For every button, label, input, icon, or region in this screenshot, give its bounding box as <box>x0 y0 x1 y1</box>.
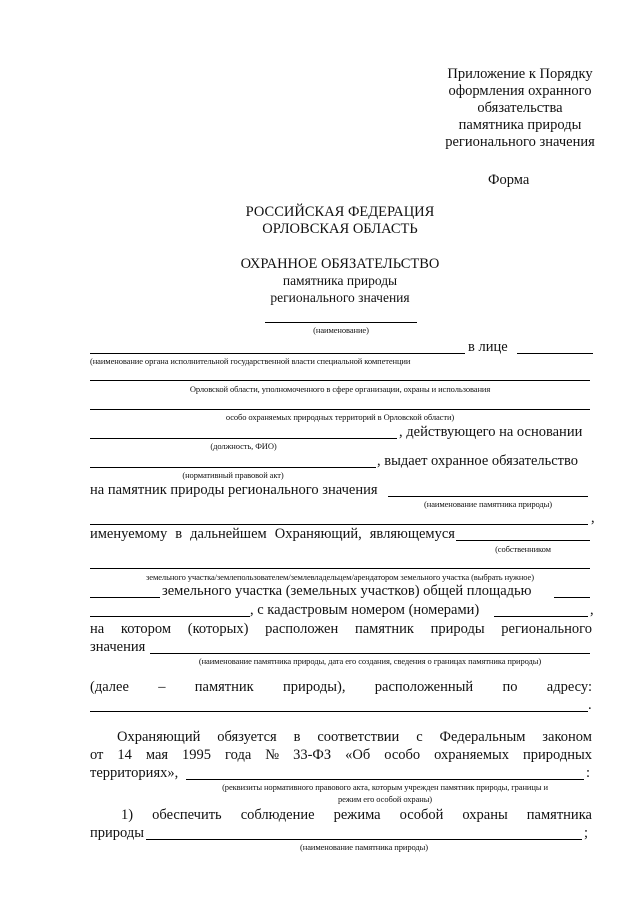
legal-act-caption: (нормативный правовой акт) <box>182 470 284 480</box>
requisites-field-line[interactable] <box>186 779 584 780</box>
word: расположен <box>265 621 339 637</box>
nature-label: природы <box>90 825 144 841</box>
word: 1) <box>121 807 134 823</box>
requisites-caption-2: режим его особой охраны) <box>337 794 433 804</box>
name-field-line[interactable] <box>265 322 417 323</box>
comma-mark-2: , <box>590 602 594 618</box>
word: 1995 <box>182 747 212 763</box>
word: являющемуся <box>369 526 455 542</box>
word: охраняемых <box>434 747 509 763</box>
word: Федеральным <box>439 729 526 745</box>
located-line <box>90 621 592 637</box>
name-caption: (наименование) <box>313 325 369 335</box>
appendix-line-3: обязательства <box>477 100 563 116</box>
authority-field-line[interactable] <box>90 353 465 354</box>
word: обязуется <box>217 729 277 745</box>
address-field-line[interactable] <box>90 711 588 712</box>
authority-caption-1: (наименование органа исполнительной государственной власти специальной компетенции <box>90 356 411 366</box>
authority-field-line-3[interactable] <box>90 409 590 410</box>
monument-details-field-line[interactable] <box>150 653 590 654</box>
word: памятник <box>354 621 414 637</box>
obligation-line-2 <box>90 747 592 763</box>
obligation-line <box>117 729 592 745</box>
issues-label: , выдает охранное обязательство <box>377 453 578 469</box>
position-field-line[interactable] <box>90 438 397 439</box>
word: обеспечить <box>152 807 222 823</box>
word: природы <box>430 621 485 637</box>
further-line <box>90 679 592 695</box>
authority-caption-3: особо охраняемых природных территорий в Орловской области) <box>225 412 455 422</box>
territories-label: территориях», <box>90 765 179 781</box>
word: года <box>225 747 252 763</box>
word: Охраняющий <box>117 729 201 745</box>
word: именуемому <box>90 526 168 542</box>
period-mark: . <box>588 697 592 713</box>
semicolon-mark: ; <box>584 825 589 841</box>
monument-name-caption-2: (наименование памятника природы) <box>300 842 428 852</box>
word: – <box>158 679 166 695</box>
word: природы), <box>283 679 346 695</box>
value-label: значения <box>90 639 146 655</box>
word: на <box>90 621 105 637</box>
position-caption: (должность, ФИО) <box>210 441 277 451</box>
word: режима <box>333 807 381 823</box>
word: адресу: <box>546 679 592 695</box>
land-area-label: земельного участка (земельных участков) общей площадью <box>162 583 532 599</box>
appendix-line-4: памятника природы <box>458 117 582 133</box>
comma-mark: , <box>591 510 595 526</box>
word: в <box>293 729 301 745</box>
word: дальнейшем <box>190 526 267 542</box>
form-label: Форма <box>488 172 530 188</box>
owner-caption: (собственником <box>495 544 551 554</box>
hereinafter-line <box>90 526 455 542</box>
owner-field-line-2[interactable] <box>90 568 590 569</box>
cadastral-field-line[interactable] <box>494 616 588 617</box>
word: с <box>416 729 423 745</box>
country-name: РОССИЙСКАЯ ФЕДЕРАЦИЯ <box>245 204 435 220</box>
monument-details-caption: (наименование памятника природы, дата его создания, сведения о границах памятника природы) <box>198 656 542 666</box>
owner-caption-2: земельного участка/землепользователем/землевладельцем/арендатором земельного участка (выбрать нужное) <box>146 572 534 582</box>
word: охраны <box>462 807 508 823</box>
word: законом <box>542 729 592 745</box>
word: Охраняющий, <box>274 526 362 542</box>
appendix-line-5: регионального значения <box>445 134 595 150</box>
appendix-line-2: оформления охранного <box>448 83 592 99</box>
word: памятника <box>526 807 592 823</box>
word: по <box>502 679 518 695</box>
word: мая <box>145 747 169 763</box>
requisites-caption-1: (реквизиты нормативного правового акта, которым учрежден памятник природы, границы и <box>222 782 548 792</box>
legal-act-field-line[interactable] <box>90 467 376 468</box>
document-title: ОХРАННОЕ ОБЯЗАТЕЛЬСТВО <box>240 256 440 272</box>
word: № <box>265 747 280 763</box>
word: котором <box>120 621 172 637</box>
word: от <box>90 747 104 763</box>
word: особо <box>384 747 421 763</box>
area-value-field-line[interactable] <box>90 616 250 617</box>
authority-caption-2: Орловской области, уполномоченного в сфере организации, охраны и использования <box>189 384 491 394</box>
monument-name-field-line-3[interactable] <box>146 839 582 840</box>
authority-field-line-2[interactable] <box>90 380 590 381</box>
word: в <box>175 526 183 542</box>
monument-name-caption: (наименование памятника природы) <box>424 499 552 509</box>
on-monument-label: на памятник природы регионального значения <box>90 482 378 498</box>
region-name: ОРЛОВСКАЯ ОБЛАСТЬ <box>262 221 418 237</box>
word: регионального <box>501 621 592 637</box>
appendix-line-1: Приложение к Порядку <box>447 66 593 82</box>
owner-field-line[interactable] <box>456 540 590 541</box>
acting-basis-label: , действующего на основании <box>399 424 583 440</box>
monument-name-field-line-2[interactable] <box>90 524 588 525</box>
word: расположенный <box>374 679 474 695</box>
item-1-line <box>121 807 592 823</box>
monument-name-field-line[interactable] <box>388 496 588 497</box>
word: (которых) <box>187 621 249 637</box>
area-field-line[interactable] <box>554 597 590 598</box>
word: особой <box>399 807 444 823</box>
word: 33-ФЗ <box>293 747 332 763</box>
word: соответствии <box>317 729 400 745</box>
document-subtitle-1: памятника природы <box>282 273 398 288</box>
word: 14 <box>117 747 132 763</box>
word: (далее <box>90 679 129 695</box>
land-count-field-line[interactable] <box>90 597 160 598</box>
cadastral-label: , с кадастровым номером (номерами) <box>250 602 480 618</box>
word: памятник <box>194 679 254 695</box>
in-person-label: в лице <box>468 339 508 355</box>
document-subtitle-2: регионального значения <box>270 290 410 305</box>
representative-field-line[interactable] <box>517 353 593 354</box>
word: соблюдение <box>240 807 315 823</box>
word: природных <box>522 747 592 763</box>
colon-mark: : <box>586 765 591 781</box>
word: «Об <box>345 747 371 763</box>
